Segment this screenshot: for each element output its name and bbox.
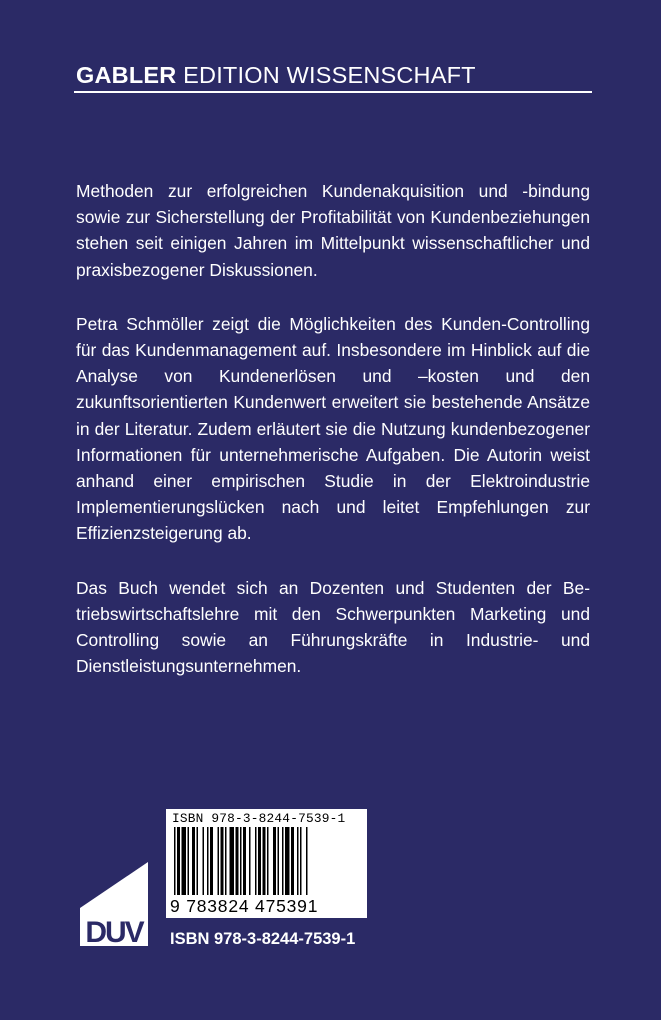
barcode-bar (182, 827, 187, 895)
barcode-bar (278, 827, 280, 895)
barcode-bar (243, 827, 246, 895)
barcode (166, 809, 367, 918)
barcode-bar (192, 827, 195, 895)
barcode-bar (285, 827, 290, 895)
blurb-paragraph-3: Das Buch wendet sich an Dozenten und Studenten der Betriebswirtschaftslehre mit den Schwerpunkten Marketing und Controlling sowie an Führungskräfte in Industrie- und Dienstleistungsunternehmen. (76, 577, 590, 677)
barcode-bar (273, 827, 276, 895)
barcode-bar (300, 827, 302, 895)
barcode-bar (203, 827, 205, 895)
blurb-paragraph-1: Methoden zur erfolgreichen Kundenakquisition und -bindung sowie zur Sicherstellung der Profitabilität von Kundenbeziehungen stehen seit einigen Jahren im Mittelpunkt wissenschaftlicher und praxisbezogener Diskussionen. (76, 181, 590, 280)
barcode-isbn-label: ISBN 978-3-8244-7539-1 (172, 811, 346, 826)
barcode-bar (221, 827, 224, 895)
barcode-bar (267, 827, 269, 895)
barcode-bar (249, 827, 251, 895)
barcode-bar (210, 827, 213, 895)
barcode-bar (255, 827, 257, 895)
barcode-bar (291, 827, 294, 895)
series-title (76, 62, 476, 89)
barcode-digits: 9 783824 475391 (170, 896, 319, 916)
barcode-bar (297, 827, 299, 895)
barcode-bar (240, 827, 242, 895)
duv-logo-text: DUV (85, 916, 143, 948)
barcode-bar (197, 827, 199, 895)
header-rule (74, 91, 592, 93)
barcode-bar (218, 827, 220, 895)
barcode-bar (263, 827, 266, 895)
barcode-bar (282, 827, 284, 895)
barcode-bar (174, 827, 176, 895)
series-name: EDITION WISSENSCHAFT (183, 62, 476, 88)
blurb-text (76, 178, 590, 707)
blurb-paragraph-2: Petra Schmöller zeigt die Möglichkeiten des Kunden-Controlling für das Kundenmanagement auf. Insbesondere im Hinblick auf die Analyse von Kundenerlösen und –kosten und den zukunftsorientierten Kundenwert erweitert sie bestehende Ansätze in der Literatur. Zudem erläutert sie die Nutzung kundenbezogener Informationen für unternehmerische Aufgaben. Die Autorin weist anhand einer empirischen Studie in der Elektroindustrie Implementierungslücken nach und leitet Empfehlungen zur Effizienzsteigerung ab. (76, 313, 590, 544)
duv-logo-icon (80, 862, 152, 948)
barcode-bar (225, 827, 227, 895)
barcode-bar (188, 827, 190, 895)
barcode-bar (230, 827, 235, 895)
barcode-bar (207, 827, 209, 895)
barcode-bar (258, 827, 261, 895)
barcode-bar (177, 827, 180, 895)
barcode-bar (236, 827, 239, 895)
series-brand: GABLER (76, 62, 177, 88)
barcode-bars (174, 827, 360, 895)
barcode-bar (306, 827, 308, 895)
isbn-text: ISBN 978-3-8244-7539-1 (170, 930, 356, 948)
